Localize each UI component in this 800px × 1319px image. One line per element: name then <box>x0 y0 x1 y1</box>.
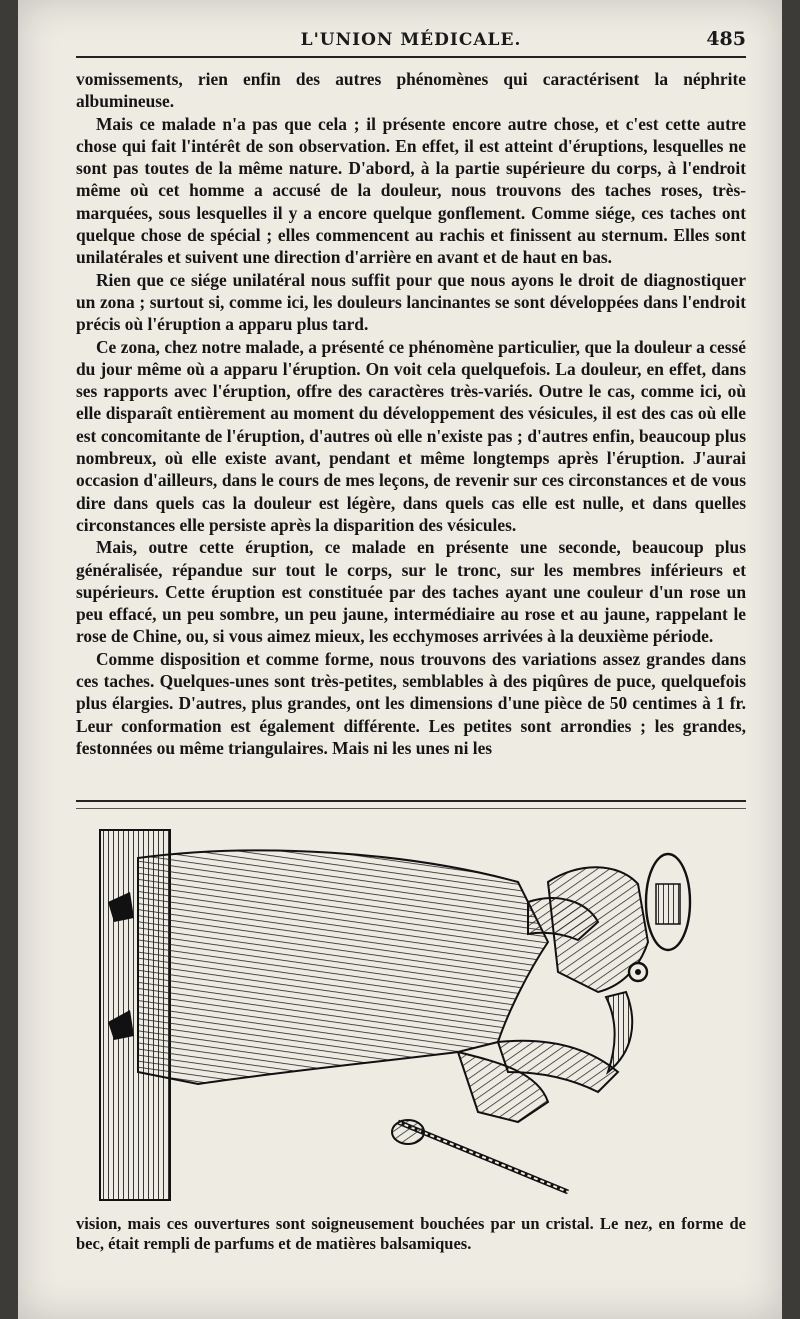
page-header <box>76 26 746 58</box>
paragraph: Comme disposition et comme forme, nous trouvons des variations assez grandes dans ces taches. Quelques-unes sont très-petites, semblables à des piqûres de puce, quelquefois plus élargies. D'autres, plus grandes, ont les dimensions d'une pièce de 50 centimes à 1 fr. Leur conformation est également différente. Les petites sont arrondies ; les grandes, festonnées ou même triangulaires. Mais ni les unes ni les <box>76 648 746 758</box>
figure-caption: vision, mais ces ouvertures sont soigneusement bouchées par un cristal. Le nez, en forme de bec, était rempli de parfums et de matières balsamiques. <box>76 1214 746 1253</box>
document-page <box>18 0 782 1319</box>
paragraph: Mais ce malade n'a pas que cela ; il présente encore autre chose, et c'est cette autre chose qui fait l'intérêt de son observation. En effet, il est atteint d'éruptions, lesquelles ne sont pas toutes de la même nature. D'abord, à la partie supérieure du corps, à l'endroit même où cet homme a accusé de la douleur, nous trouvons des taches roses, très-marquées, sous lesquelles il y a encore quelque gonflement. Comme siége, ces taches ont quelque chose de spécial ; elles commencent au rachis et finissent au sternum. Elles sont unilatérales et suivent une direction d'arrière en avant et de haut en bas. <box>76 113 746 268</box>
article-body <box>76 68 746 759</box>
paragraph: vomissements, rien enfin des autres phénomènes qui caractérisent la néphrite albumineuse. <box>76 69 746 112</box>
running-title: L'UNION MÉDICALE. <box>300 30 522 50</box>
page-number: 485 <box>706 28 746 50</box>
plague-doctor-engraving <box>78 822 748 1214</box>
section-separator <box>76 800 746 809</box>
paragraph: Ce zona, chez notre malade, a présenté ce phénomène particulier, que la douleur a cessé du jour même où a apparu l'éruption. On voit cela quelquefois. La douleur, en effet, dans ses rapports avec l'éruption, offre des caractères très-variés. Outre le cas, comme ici, où elle disparaît entièrement au moment du développement des vésicules, il est des cas où elle est concomitante de l'éruption, d'autres où elle n'existe pas ; d'autres enfin, beaucoup plus nombreux, où elle existe avant, pendant et même longtemps après l'éruption. J'aurai occasion d'ailleurs, dans le cours de mes leçons, de revenir sur ces circonstances et de vous dire dans quels cas la douleur est légère, dans quels cas elle est nulle, et dans quelles circonstances elle persiste après la disparition des vésicules. <box>76 336 746 535</box>
paragraph: Mais, outre cette éruption, ce malade en présente une seconde, beaucoup plus généralisée, répandue sur tout le corps, sur le tronc, sur les membres inférieurs et supérieurs. Cette éruption est constituée par des taches ayant une couleur d'un rose un peu effacé, un peu sombre, un peu jaune, intermédiaire au rose et au jaune, rappelant le rose de Chine, ou, si vous aimez mieux, les ecchymoses arrivées à la deuxième période. <box>76 537 746 647</box>
paragraph: Rien que ce siége unilatéral nous suffit pour que nous ayons le droit de diagnostiquer un zona ; surtout si, comme ici, les douleurs lancinantes se sont développées dans l'endroit précis où l'éruption a apparu plus tard. <box>76 269 746 335</box>
